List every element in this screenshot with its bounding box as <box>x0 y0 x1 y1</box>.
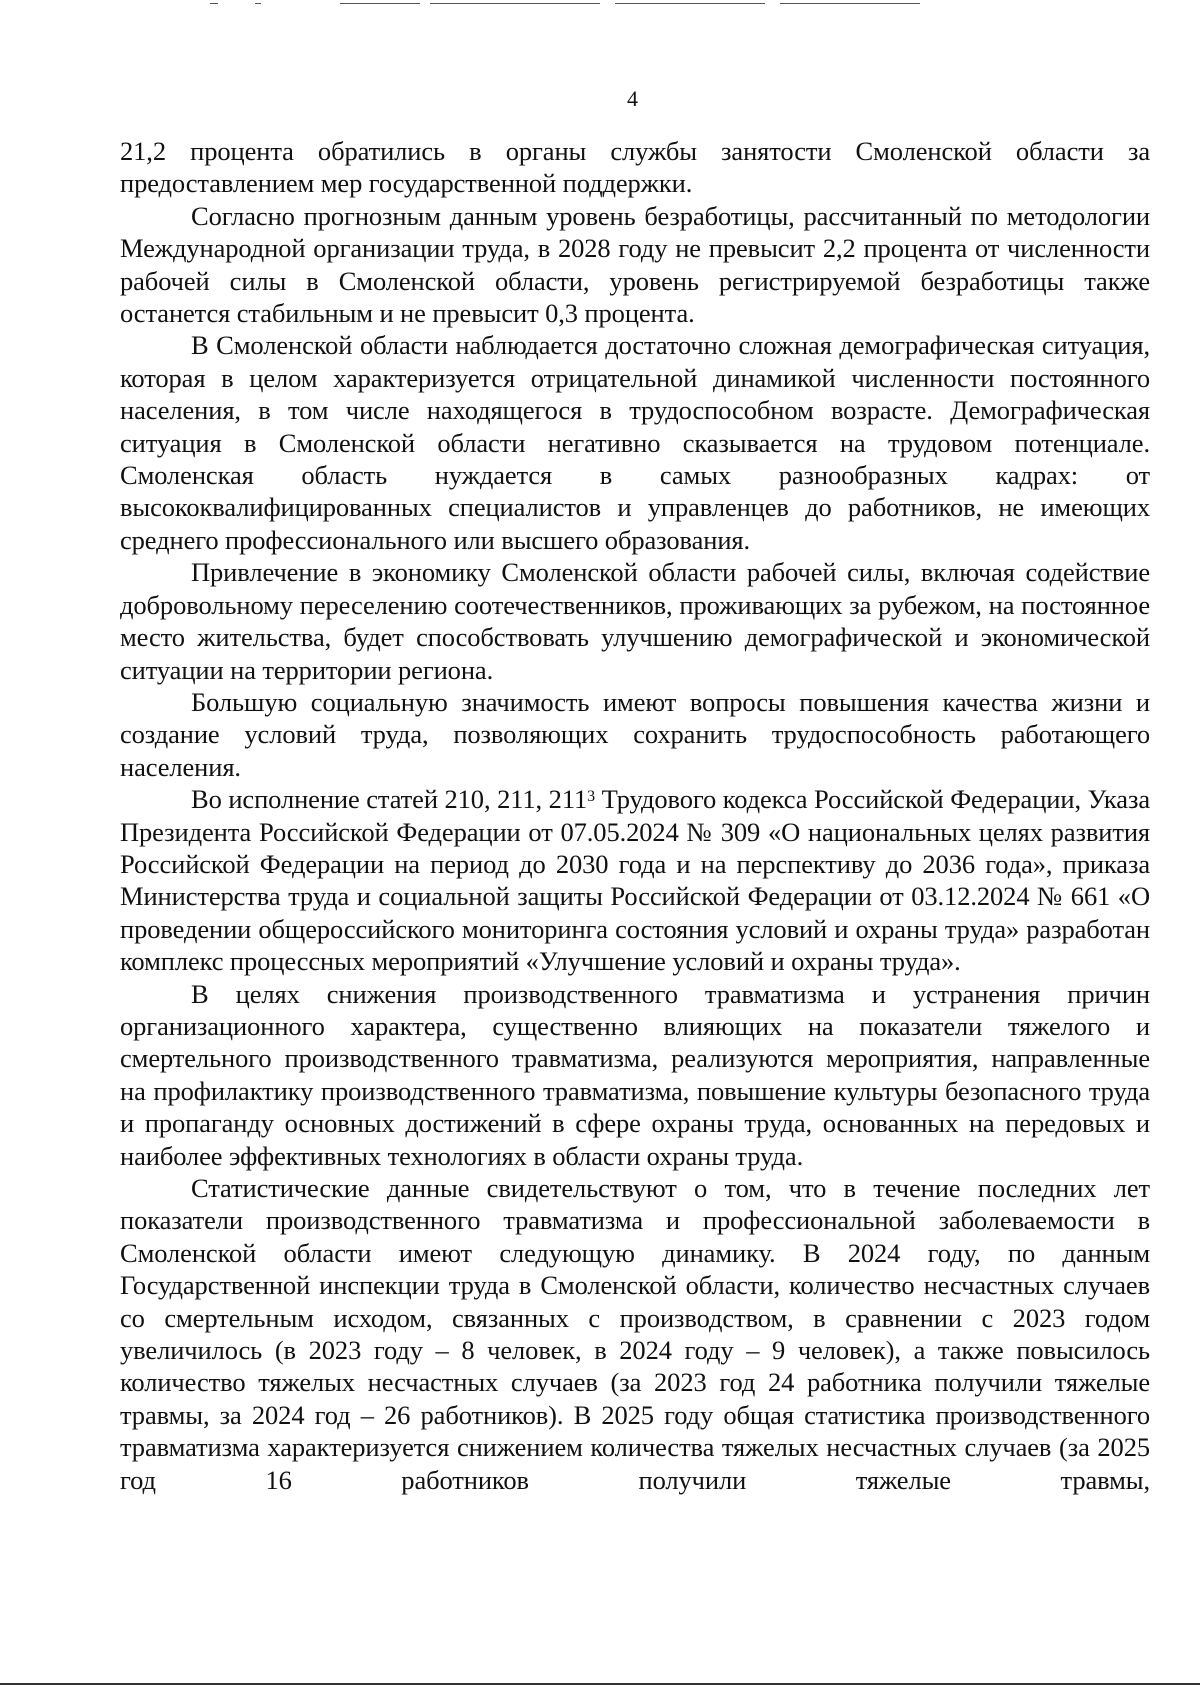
paragraph: Статистические данные свидетельствуют о том, что в течение последних лет показатели производственного травматизма и профессиональной заболеваемости в Смоленской области имеют следующую динамику. В 2024 году, по данным Государственной инспекции труда в Смоленской области, количество несчастных случаев со смертельным исходом, связанных с производством, в сравнении с 2023 годом увеличилось (в 2023 году – 8 человек, в 2024 году – 9 человек), а также повысилось количество тяжелых несчастных случаев (за 2023 год 24 работника получили тяжелые травмы, за 2024 год – 26 работников). В 2025 году общая статистика производственного травматизма характеризуется снижением количества тяжелых несчастных случаев (за 2025 год 16 работников получили тяжелые травмы, <box>120 1173 1150 1495</box>
paragraph: Согласно прогнозным данным уровень безработицы, рассчитанный по методологии Международной организации труда, в 2028 году не превысит 2,2 процента от численности рабочей силы в Смоленской области, уровень регистрируемой безработицы также останется стабильным и не превысит 0,3 процента. <box>120 200 1150 329</box>
paragraph: Привлечение в экономику Смоленской области рабочей силы, включая содействие добровольному переселению соотечественников, проживающих за рубежом, на постоянное место жительства, будет способствовать улучшению демографической и экономической ситуации на территории региона. <box>120 557 1150 685</box>
paragraph-text: Трудового кодекса Российской Федерации, Указа Президента Российской Федерации от 07.05.2024 № 309 «О национальных целях развития Российской Федерации на период до 2030 года и на перспективу до 2036 года», приказа Министерства труда и социальной защиты Российской Федерации от 03.12.2024 № 661 «О проведении общероссийского мониторинга состояния условий и охраны труда» разработан комплекс процессных мероприятий «Улучшение условий и охраны труда». <box>120 784 1150 977</box>
paragraph: Большую социальную значимость имеют вопросы повышения качества жизни и создание условий труда, позволяющих сохранить трудоспособность работающего населения. <box>120 686 1150 782</box>
page-number: 4 <box>627 86 638 111</box>
scan-artifact-line <box>615 3 765 4</box>
scan-artifact-line <box>780 3 920 4</box>
scan-artifact-top <box>0 0 1200 10</box>
scan-artifact-line <box>255 3 261 4</box>
paragraph: В целях снижения производственного травматизма и устранения причин организационного характера, существенно влияющих на показатели тяжелого и смертельного производственного травматизма, реализуются мероприятия, направленные на профилактику производственного травматизма, повышение культуры безопасного труда и пропаганду основных достижений в сфере охраны труда, основанных на передовых и наиболее эффективных технологиях в области охраны труда. <box>120 978 1150 1171</box>
paragraph <box>120 783 1150 977</box>
scan-artifact-line <box>430 3 600 4</box>
paragraph: В Смоленской области наблюдается достаточно сложная демографическая ситуация, которая в целом характеризуется отрицательной динамикой численности постоянного населения, в том числе находящегося в трудоспособном возрасте. Демографическая ситуация в Смоленской области негативно сказывается на трудовом потенциале. Смоленская область нуждается в самых разнообразных кадрах: от высококвалифицированных специалистов и управленцев до работников, не имеющих среднего профессионального или высшего образования. <box>120 330 1150 555</box>
paragraph: 21,2 процента обратились в органы службы занятости Смоленской области за предоставлением мер государственной поддержки. <box>120 136 1150 199</box>
paragraph-text: Во исполнение статей 210, 211, 211 <box>191 784 588 815</box>
scan-artifact-line <box>210 3 218 4</box>
scan-artifact-line <box>340 3 420 4</box>
superscript: 3 <box>587 788 596 806</box>
document-body <box>120 135 1150 1496</box>
scan-artifact-bottom <box>0 1683 1200 1685</box>
